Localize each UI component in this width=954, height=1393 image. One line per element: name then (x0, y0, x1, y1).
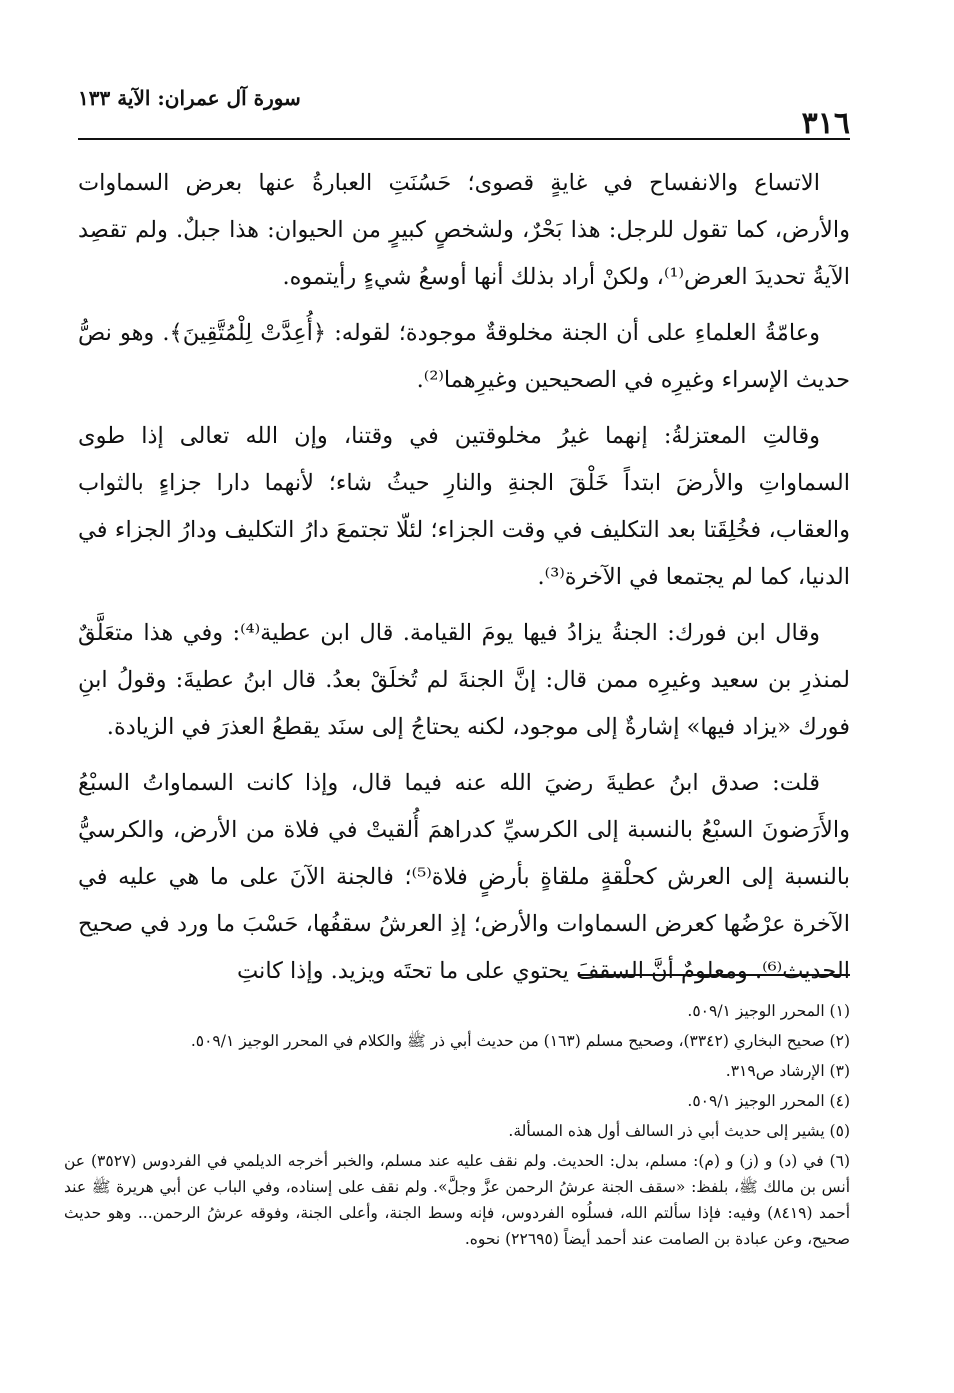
paragraph: قلت: صدق ابنُ عطيةَ رضيَ الله عنه فيما قال، وإذا كانت السماواتُ السبْعُ والأَرَضونَ السبْعُ بالنسبة إلى الكرسيِّ كدراهمَ أُلقيتْ في فلاة من الأرض، والكرسيُّ بالنسبة إلى العرش كحلْقةٍ ملقاةٍ بأرضٍ فلاة⁽⁵⁾؛ فالجنة الآنَ على ما هي عليه في الآخرة عرْضُها كعرض السماوات والأرض؛ إذِ العرشُ سقفُها، حَسْبَ ما ورد في صحيح الحديث⁽⁶⁾. ومعلومٌ أنَّ السقفَ يحتوي على ما تحتَه ويزيد. وإذا كانتِ (78, 770, 850, 984)
footnote: (١) المحرر الوجيز ٥٠٩/١. (687, 1002, 850, 1020)
footnote: (٣) الإرشاد ص٣١٩. (725, 1062, 850, 1080)
main-text (78, 160, 850, 1004)
footnote-divider (578, 974, 850, 976)
running-title: سورة آل عمران: الآية ١٣٣ (78, 86, 301, 110)
page-header (78, 78, 850, 141)
footnote: (٥) يشير إلى حديث أبي ذر السالف أول هذه المسألة. (508, 1122, 850, 1140)
footnote: (٦) في (د) و (ز) و (م): مسلم، بدل: الحديث. ولم نقف عليه عند مسلم، والخبر أخرجه الديلمي في الفردوس (٣٥٢٧) عن أنس بن مالك ﷺ، بلفظ: «سقف الجنة عرشُ الرحمن عزَّ وجلَّ». ولم نقف على إسناده، وفي الباب عن أبي هريرة ﷺ عند أحمد (٨٤١٩) وفيه: فإذا سألتم الله، فسلُوه الفردوس، فإنه وسط الجنة، وأعلى الجنة، وفوقه عرشُ الرحمن... وهو حديث صحيح، وعن عبادة بن الصامت عند أحمد أيضاً (٢٢٦٩٥) نحوه. (64, 1152, 851, 1248)
paragraph: وقالتِ المعتزلةُ: إنهما غيرُ مخلوقتين في وقتنا، وإن الله تعالى إذا طوى السماواتِ والأرضَ ابتداً خَلْقَ الجنةِ والنارِ حيثُ شاء؛ لأنهما دارا جزاءٍ بالثواب والعقاب، فخُلِقَتا بعد التكليف في وقت الجزاء؛ لئلّا تجتمعَ دارُ التكليف ودارُ الجزاء في الدنيا، كما لم يجتمعا في الآخرة⁽³⁾. (78, 423, 850, 590)
paragraph: الاتساع والانفساح في غايةٍ قصوى؛ حَسُنَتِ العبارةُ عنها بعرض السماوات والأرض، كما تقول للرجل: هذا بَحْرٌ، ولشخصٍ كبيرٍ من الحيوان: هذا جبلٌ. ولم تقصِد الآيةُ تحديدَ العرض⁽¹⁾، ولكنْ أراد بذلك أنها أوسعُ شيءٍ رأيتموه. (78, 170, 850, 290)
header-divider (78, 138, 850, 140)
footnotes (64, 998, 850, 1256)
footnote: (٤) المحرر الوجيز ٥٠٩/١. (687, 1092, 850, 1110)
paragraph: وعامّةُ العلماءِ على أن الجنة مخلوقةٌ موجودة؛ لقوله: ﴿أُعِدَّتْ لِلْمُتَّقِينَ﴾. وهو نصُّ حديث الإسراء وغيرِه في الصحيحين وغيرِهما⁽²⁾. (78, 320, 850, 393)
paragraph: وقال ابن فورك: الجنةُ يزادُ فيها يومَ القيامة. قال ابن عطية⁽⁴⁾: وفي هذا متعَلَّقٌ لمنذرِ بن سعيد وغيرِه ممن قال: إنَّ الجنةَ لم تُخلَقْ بعدُ. قال ابنُ عطيةَ: وقولُ ابنِ فورك «يزاد فيها» إشارةٌ إلى موجود، لكنه يحتاجُ إلى سنَد يقطعُ العذرَ في الزيادة. (78, 620, 850, 740)
page-number: ٣١٦ (801, 106, 850, 141)
footnote: (٢) صحيح البخاري (٣٣٤٢)، وصحيح مسلم (١٦٣) من حديث أبي ذر ﷺ والكلام في المحرر الوجيز ٥٠٩/١. (190, 1032, 850, 1050)
